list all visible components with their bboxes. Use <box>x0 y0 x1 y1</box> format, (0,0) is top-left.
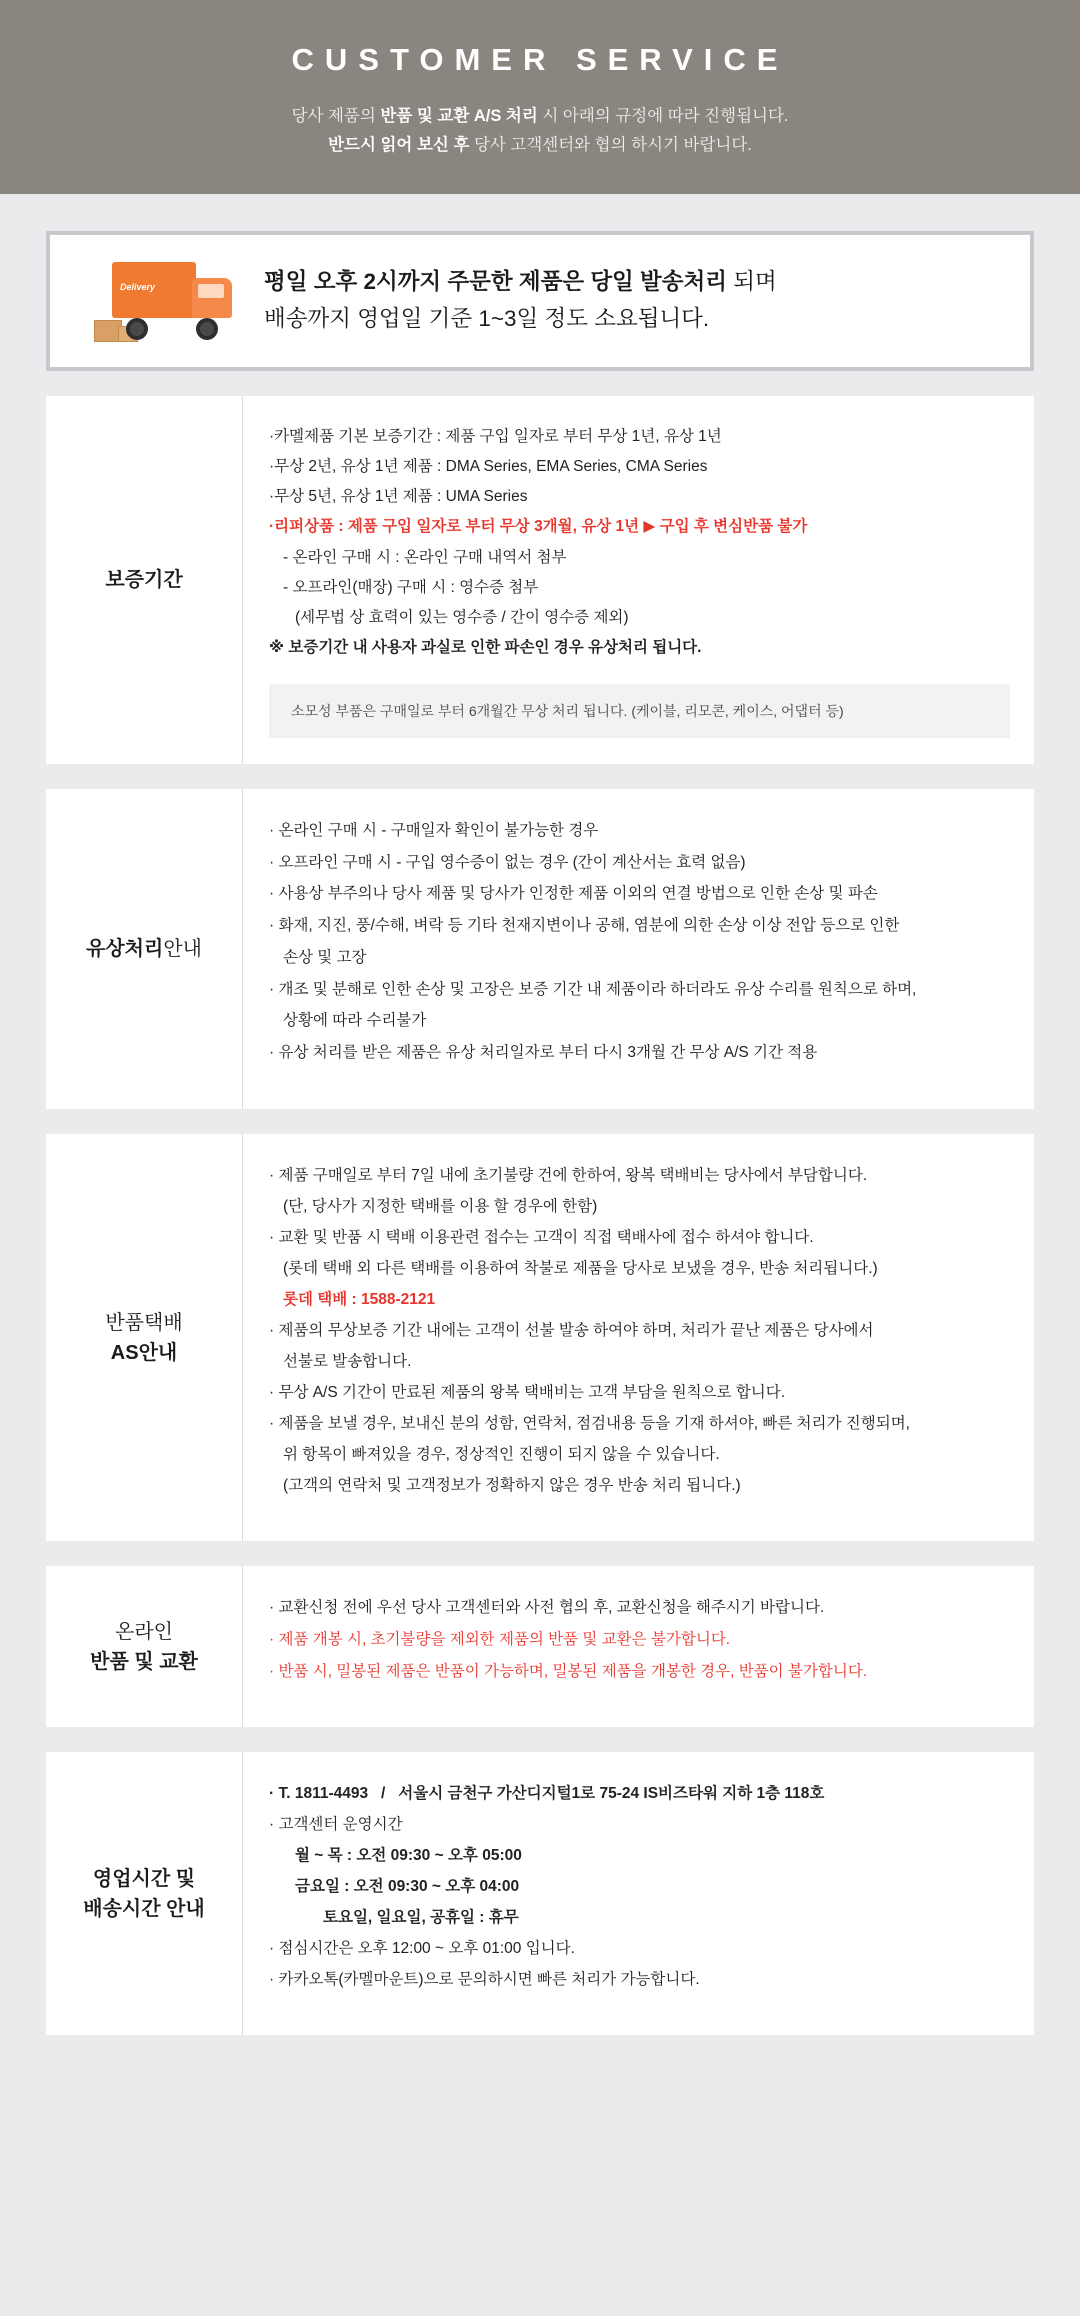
paid-line-5: · 개조 및 분해로 인한 손상 및 고장은 보증 기간 내 제품이라 하더라도 유상 수리를 원칙으로 하며, <box>269 980 917 998</box>
hours-schedule-text-2: 토요일, 일요일, 공휴일 : 휴무 <box>323 1909 519 1927</box>
warranty-text-2: ·무상 5년, 유상 1년 제품 : UMA Series <box>269 488 528 506</box>
warranty-line-2 <box>269 482 1010 512</box>
delivery-truck-icon <box>92 246 242 356</box>
section-return-delivery-body <box>242 1134 1034 1541</box>
warranty-line-4 <box>269 543 1010 573</box>
section-return-delivery <box>46 1134 1034 1541</box>
section-warranty-label: 보증기간 <box>105 568 183 591</box>
hours-schedule-text-1: 금요일 : 오전 09:30 ~ 오후 04:00 <box>295 1878 520 1896</box>
header-sub-bold: 반품 및 교환 A/S 처리 <box>380 107 538 125</box>
warranty-line-0 <box>269 422 1010 452</box>
section-business-hours-body <box>242 1752 1034 2035</box>
paid-line-4: 손상 및 고장 <box>283 948 367 966</box>
notice-line1-bold: 평일 오후 2시까지 주문한 제품은 당일 발송처리 <box>264 269 727 295</box>
truck-label: Delivery <box>120 281 156 292</box>
section-business-hours-label <box>46 1752 242 2035</box>
section-online-return-label <box>46 1566 242 1727</box>
warranty-text-6: (세무법 상 효력이 있는 영수증 / 간이 영수증 제외) <box>295 609 629 627</box>
paid-line-1: · 오프라인 구매 시 - 구입 영수증이 없는 경우 (간이 계산서는 효력 없음) <box>269 853 746 871</box>
paid-line-3: · 화재, 지진, 풍/수해, 벼락 등 기타 천재지변이나 공해, 염분에 의한 손상 이상 전압 등으로 인한 <box>269 917 900 935</box>
hours-schedule-2 <box>269 1902 1010 1933</box>
paid-label-light: 안내 <box>163 937 202 960</box>
return-line-10: (고객의 연락처 및 고객정보가 정확하지 않은 경우 반송 처리 됩니다.) <box>283 1477 741 1495</box>
return-line-1: (단, 당사가 지정한 택배를 이용 할 경우에 한함) <box>283 1198 598 1216</box>
warranty-text-1: ·무상 2년, 유상 1년 제품 : DMA Series, EMA Series, CMA Series <box>269 457 708 475</box>
header-subtitle-line1 <box>20 102 1060 131</box>
shipping-notice-card <box>46 231 1034 371</box>
warranty-line-5 <box>269 573 1010 603</box>
return-line-8: · 제품을 보낼 경우, 보내신 분의 성함, 연락처, 점검내용 등을 기재 하셔야, 빠른 처리가 진행되며, <box>269 1415 910 1433</box>
online-line-2: · 반품 시, 밀봉된 제품은 반품이 가능하며, 밀봉된 제품을 개봉한 경우, 반품이 불가합니다. <box>269 1662 868 1680</box>
hours-phone-address <box>269 1778 1010 1809</box>
hours-lunch: · 점심시간은 오후 12:00 ~ 오후 01:00 입니다. <box>269 1940 575 1958</box>
hours-schedule-1 <box>269 1871 1010 1902</box>
warranty-text-5: - 오프라인(매장) 구매 시 : 영수증 첨부 <box>283 578 539 596</box>
section-warranty-body <box>242 396 1034 764</box>
return-label-line2: AS안내 <box>110 1341 178 1364</box>
notice-line-1 <box>264 264 777 300</box>
online-line-0: · 교환신청 전에 우선 당사 고객센터와 사전 협의 후, 교환신청을 해주시기 바랍니다. <box>269 1599 825 1617</box>
warranty-text-3: ·리퍼상품 : 제품 구입 일자로 부터 무상 3개월, 유상 1년 ▶ 구입 후 변심반품 불가 <box>269 518 808 536</box>
page-header <box>0 0 1080 194</box>
section-paid-service-label <box>46 789 242 1109</box>
section-online-return <box>46 1566 1034 1727</box>
header-sub-post: 시 아래의 규정에 따라 진행됩니다. <box>537 107 789 125</box>
header-sub2-post: 당사 고객센터와 협의 하시기 바랍니다. <box>469 135 752 154</box>
header-subtitle <box>20 102 1060 160</box>
hours-phone-address-text: · T. 1811-4493 / 서울시 금천구 가산디지털1로 75-24 IS비즈타워 지하 1층 118호 <box>269 1785 825 1803</box>
header-sub2-bold: 반드시 읽어 보신 후 <box>328 135 470 154</box>
online-line-1: · 제품 개봉 시, 초기불량을 제외한 제품의 반품 및 교환은 불가합니다. <box>269 1630 731 1648</box>
truck-cab <box>192 278 232 318</box>
header-subtitle-line2 <box>20 131 1060 160</box>
return-label-line1: 반품택배 <box>105 1311 183 1334</box>
page-title: CUSTOMER SERVICE <box>291 42 789 77</box>
section-return-delivery-label <box>46 1134 242 1541</box>
online-label-line2: 반품 및 교환 <box>90 1650 198 1673</box>
return-line-0: · 제품 구매일로 부터 7일 내에 초기불량 건에 한하여, 왕복 택배비는 당사에서 부담합니다. <box>269 1167 868 1185</box>
lotte-courier-phone: 롯데 택배 : 1588-2121 <box>283 1291 436 1309</box>
warranty-consumable-note: 소모성 부품은 구매일로 부터 6개월간 무상 처리 됩니다. (케이블, 리모콘, 케이스, 어댑터 등) <box>269 684 1010 738</box>
warranty-line-1 <box>269 452 1010 482</box>
section-paid-service <box>46 789 1034 1109</box>
truck-wheel-rear <box>196 318 218 340</box>
section-warranty <box>46 396 1034 764</box>
section-online-return-body <box>242 1566 1034 1727</box>
return-line-3: (롯데 택배 외 다른 택배를 이용하여 착불로 제품을 당사로 보냈을 경우, 반송 처리됩니다.) <box>283 1260 878 1278</box>
hours-center-title: · 고객센터 운영시간 <box>269 1816 403 1834</box>
return-line-4 <box>269 1284 1010 1315</box>
warranty-text-7: ※ 보증기간 내 사용자 과실로 인한 파손인 경우 유상처리 됩니다. <box>269 639 702 657</box>
truck-wheel-front <box>126 318 148 340</box>
warranty-text-0: ·카멜제품 기본 보증기간 : 제품 구입 일자로 부터 무상 1년, 유상 1년 <box>269 427 722 445</box>
paid-line-7: · 유상 처리를 받은 제품은 유상 처리일자로 부터 다시 3개월 간 무상 A/S 기간 적용 <box>269 1044 818 1062</box>
warranty-line-6 <box>269 603 1010 633</box>
warranty-text-4: - 온라인 구매 시 : 온라인 구매 내역서 첨부 <box>283 548 567 566</box>
section-paid-service-body <box>242 789 1034 1109</box>
hours-schedule-text-0: 월 ~ 목 : 오전 09:30 ~ 오후 05:00 <box>295 1847 522 1865</box>
return-line-7: · 무상 A/S 기간이 만료된 제품의 왕복 택배비는 고객 부담을 원칙으로 합니다. <box>269 1384 786 1402</box>
hours-label-line1: 영업시간 및 <box>92 1867 196 1890</box>
warranty-line-7 <box>269 633 1010 663</box>
notice-line-2: 배송까지 영업일 기준 1~3일 정도 소요됩니다. <box>264 305 710 331</box>
hours-schedule-0 <box>269 1840 1010 1871</box>
return-line-9: 위 항목이 빠져있을 경우, 정상적인 진행이 되지 않을 수 있습니다. <box>283 1446 720 1464</box>
paid-label-bold: 유상처리 <box>86 937 164 960</box>
return-line-5: · 제품의 무상보증 기간 내에는 고객이 선불 발송 하여야 하며, 처리가 끝난 제품은 당사에서 <box>269 1322 874 1340</box>
hours-kakao: · 카카오톡(카멜마운트)으로 문의하시면 빠른 처리가 가능합니다. <box>269 1971 700 1989</box>
hours-label-line2: 배송시간 안내 <box>83 1897 205 1920</box>
paid-line-0: · 온라인 구매 시 - 구매일자 확인이 불가능한 경우 <box>269 821 599 839</box>
return-line-6: 선불로 발송합니다. <box>283 1353 412 1371</box>
return-line-2: · 교환 및 반품 시 택배 이용관련 접수는 고객이 직접 택배사에 접수 하셔야 합니다. <box>269 1229 814 1247</box>
bottom-spacer <box>0 2035 1080 2075</box>
paid-line-2: · 사용상 부주의나 당사 제품 및 당사가 인정한 제품 이외의 연결 방법으로 인한 손상 및 파손 <box>269 885 878 903</box>
online-label-line1: 온라인 <box>115 1620 173 1643</box>
warranty-line-3 <box>269 512 1010 542</box>
header-sub-pre: 당사 제품의 <box>291 107 381 125</box>
shipping-notice-text <box>264 264 777 337</box>
section-business-hours <box>46 1752 1034 2035</box>
notice-line1-post: 되며 <box>727 269 777 295</box>
paid-line-6: 상황에 따라 수리불가 <box>283 1012 427 1030</box>
